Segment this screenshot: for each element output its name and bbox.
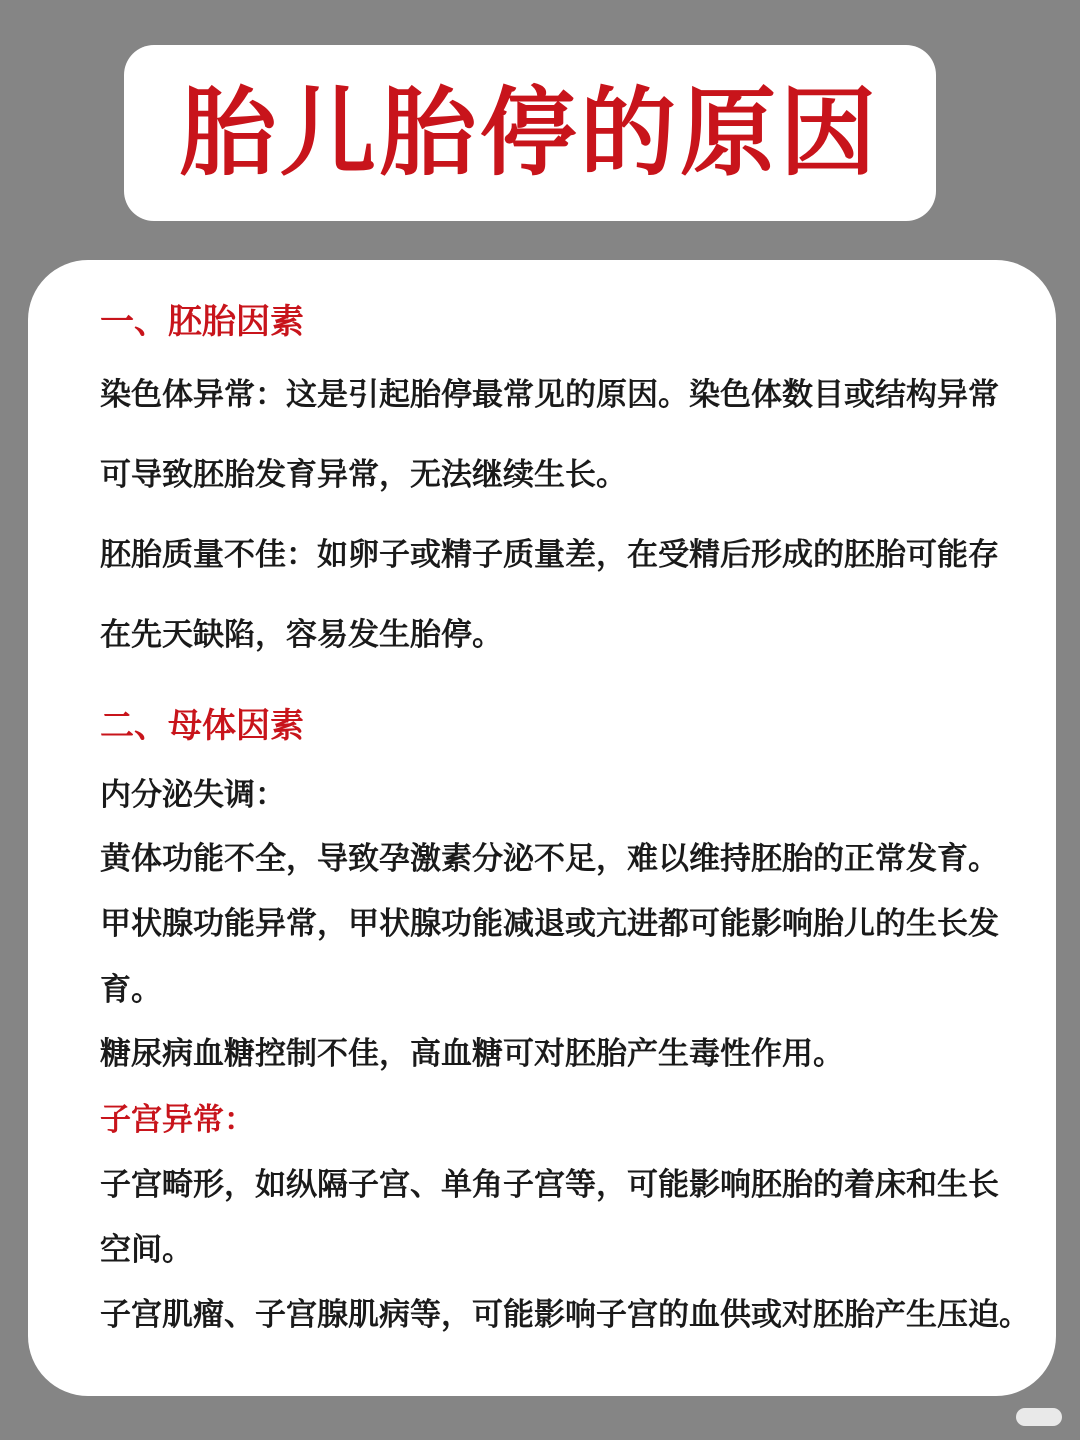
section-heading-embryo: 一、胚胎因素: [100, 302, 304, 342]
paragraph-line: 育。: [100, 972, 162, 1008]
section-heading-maternal: 二、母体因素: [100, 706, 304, 746]
paragraph-line: 糖尿病血糖控制不佳，高血糖可对胚胎产生毒性作用。: [100, 1036, 844, 1072]
content-card: [28, 260, 1056, 1396]
paragraph-line: 子宫畸形，如纵隔子宫、单角子宫等，可能影响胚胎的着床和生长: [100, 1167, 999, 1203]
paragraph-line: 在先天缺陷，容易发生胎停。: [100, 617, 503, 653]
subheading-uterus: 子宫异常：: [100, 1102, 255, 1138]
watermark-mark: [1016, 1408, 1062, 1426]
subheading-endocrine: 内分泌失调：: [100, 777, 286, 813]
paragraph-line: 胚胎质量不佳：如卵子或精子质量差，在受精后形成的胚胎可能存: [100, 537, 999, 573]
paragraph-line: 可导致胚胎发育异常，无法继续生长。: [100, 457, 627, 493]
page-title: 胎儿胎停的原因: [180, 77, 880, 189]
paragraph-line: 染色体异常：这是引起胎停最常见的原因。染色体数目或结构异常: [100, 377, 999, 413]
paragraph-line: 子宫肌瘤、子宫腺肌病等，可能影响子宫的血供或对胚胎产生压迫。: [100, 1297, 1030, 1333]
paragraph-line: 空间。: [100, 1232, 193, 1268]
paragraph-line: 黄体功能不全，导致孕激素分泌不足，难以维持胚胎的正常发育。: [100, 841, 999, 877]
title-card: [124, 45, 936, 221]
paragraph-line: 甲状腺功能异常，甲状腺功能减退或亢进都可能影响胎儿的生长发: [100, 906, 999, 942]
